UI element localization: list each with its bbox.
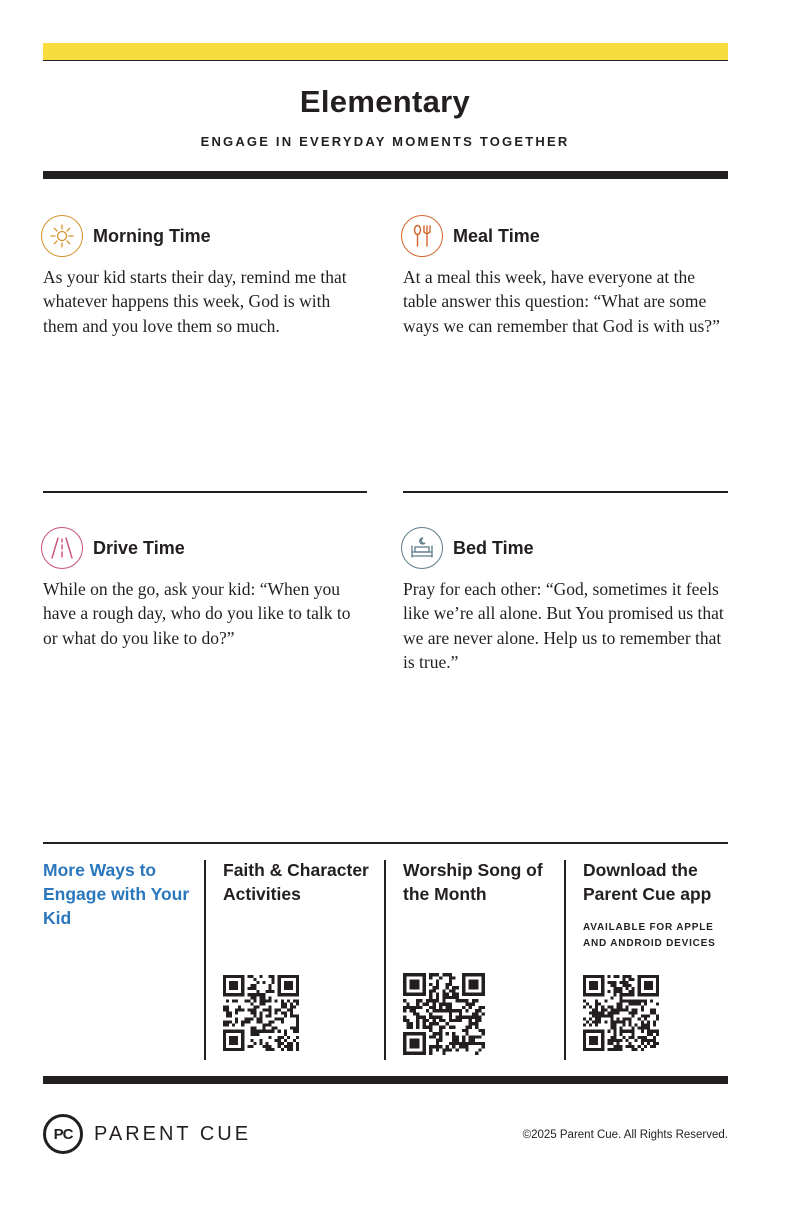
section-body: At a meal this week, have everyone at the table answer this question: “What are some ways we can remember that God is with us?”: [403, 267, 720, 336]
section-meal-time: [401, 215, 728, 338]
worship-song-heading: Worship Song of the Month: [403, 860, 543, 904]
column-divider: [564, 860, 566, 1060]
qr-code-faith-activities[interactable]: [223, 975, 299, 1051]
section-divider: [403, 491, 728, 493]
section-title: Meal Time: [453, 225, 540, 246]
section-divider: [43, 491, 367, 493]
page-title: Elementary: [299, 84, 471, 119]
copyright-notice: ©2025 Parent Cue. All Rights Reserved.: [522, 1129, 728, 1141]
bed-moon-icon: [401, 527, 443, 569]
qr-code-app-download[interactable]: [583, 975, 659, 1051]
parent-cue-wordmark: PARENT CUE: [94, 1123, 252, 1145]
section-body: As your kid starts their day, remind me that whatever happens this week, God is with them and you love them so much.: [43, 267, 347, 336]
top-accent-bar: [43, 43, 728, 61]
faith-character-heading: Faith & Character Activities: [223, 860, 369, 904]
app-availability-note: AVAILABLE FOR APPLE AND ANDROID DEVICES: [583, 922, 716, 949]
footer-divider: [43, 1076, 728, 1084]
section-drive-time: [41, 527, 368, 650]
section-body: While on the go, ask your kid: “When you have a rough day, who do you like to talk to or what do you like to do?”: [43, 579, 351, 648]
header-divider: [43, 171, 728, 179]
section-morning-time: [41, 215, 368, 338]
qr-code-worship-song[interactable]: [403, 973, 485, 1055]
logo-initials: PC: [53, 1125, 73, 1143]
more-ways-heading: More Ways to Engage with Your Kid: [43, 860, 190, 928]
section-title: Morning Time: [93, 225, 211, 246]
road-icon: [41, 527, 83, 569]
footer-top-rule: [43, 842, 728, 844]
section-bed-time: [401, 527, 728, 674]
column-divider: [204, 860, 206, 1060]
parent-cue-logo-icon: [43, 1114, 83, 1154]
section-title: Bed Time: [453, 537, 534, 558]
page-subtitle: ENGAGE IN EVERYDAY MOMENTS TOGETHER: [200, 134, 570, 149]
sun-icon: [41, 215, 83, 257]
utensils-icon: [401, 215, 443, 257]
download-app-heading: Download the Parent Cue app: [583, 860, 712, 904]
column-divider: [384, 860, 386, 1060]
section-title: Drive Time: [93, 537, 185, 558]
section-body: Pray for each other: “God, sometimes it feels like we’re all alone. But You promised us that we are never alone. Help us to remember that is true.”: [403, 579, 724, 672]
